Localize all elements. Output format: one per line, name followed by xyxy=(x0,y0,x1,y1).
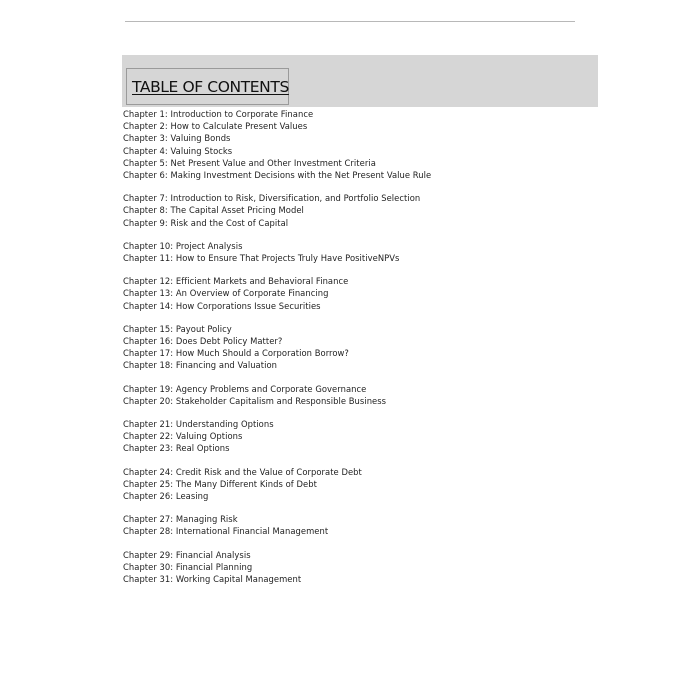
toc-entry: Chapter 16: Does Debt Policy Matter? xyxy=(123,336,283,347)
toc-entry: Chapter 21: Understanding Options xyxy=(123,419,274,430)
toc-entry: Chapter 2: How to Calculate Present Values xyxy=(123,121,308,132)
toc-entry: Chapter 10: Project Analysis xyxy=(123,240,243,251)
toc-entry: Chapter 13: An Overview of Corporate Financing xyxy=(123,288,329,299)
toc-entry: Chapter 9: Risk and the Cost of Capital xyxy=(123,217,289,228)
toc-entry: Chapter 8: The Capital Asset Pricing Model xyxy=(123,205,304,216)
toc-entry: Chapter 6: Making Investment Decisions with the Net Present Value Rule xyxy=(123,170,432,181)
toc-entry: Chapter 31: Working Capital Management xyxy=(123,574,302,585)
toc-entry: Chapter 20: Stakeholder Capitalism and Responsible Business xyxy=(123,395,387,406)
toc-entry: Chapter 30: Financial Planning xyxy=(123,561,253,572)
toc-entry: Chapter 12: Efficient Markets and Behavioral Finance xyxy=(123,276,349,287)
toc-group xyxy=(123,383,593,407)
toc-group xyxy=(123,418,593,455)
toc-group xyxy=(123,108,593,181)
toc-entry: Chapter 22: Valuing Options xyxy=(123,431,243,442)
toc-group xyxy=(123,240,593,264)
toc-entry: Chapter 23: Real Options xyxy=(123,443,230,454)
toc-entry: Chapter 4: Valuing Stocks xyxy=(123,145,233,156)
toc-entry: Chapter 5: Net Present Value and Other Investment Criteria xyxy=(123,157,376,168)
toc-group xyxy=(123,466,593,503)
page-title: TABLE OF CONTENTS xyxy=(132,78,289,96)
toc-entry: Chapter 17: How Much Should a Corporation Borrow? xyxy=(123,348,349,359)
toc-entry: Chapter 3: Valuing Bonds xyxy=(123,133,231,144)
top-divider xyxy=(125,21,575,22)
toc-entry: Chapter 19: Agency Problems and Corporate Governance xyxy=(123,383,367,394)
toc-entry: Chapter 7: Introduction to Risk, Diversification, and Portfolio Selection xyxy=(123,193,421,204)
toc-group xyxy=(123,549,593,586)
toc-entry: Chapter 28: International Financial Management xyxy=(123,526,329,537)
toc-group xyxy=(123,513,593,537)
toc-group xyxy=(123,323,593,372)
toc-entry: Chapter 25: The Many Different Kinds of Debt xyxy=(123,478,317,489)
toc-entry: Chapter 18: Financing and Valuation xyxy=(123,360,277,371)
toc-entry: Chapter 11: How to Ensure That Projects Truly Have PositiveNPVs xyxy=(123,253,400,264)
toc-entry: Chapter 26: Leasing xyxy=(123,491,209,502)
toc-entry: Chapter 29: Financial Analysis xyxy=(123,549,251,560)
toc-entry: Chapter 1: Introduction to Corporate Finance xyxy=(123,109,314,119)
toc-entry: Chapter 15: Payout Policy xyxy=(123,323,232,334)
toc-entry: Chapter 27: Managing Risk xyxy=(123,514,238,525)
toc-group xyxy=(123,275,593,312)
toc-group xyxy=(123,192,593,229)
toc-entry: Chapter 24: Credit Risk and the Value of Corporate Debt xyxy=(123,466,362,477)
table-of-contents-list xyxy=(123,108,593,596)
toc-entry: Chapter 14: How Corporations Issue Securities xyxy=(123,300,321,311)
